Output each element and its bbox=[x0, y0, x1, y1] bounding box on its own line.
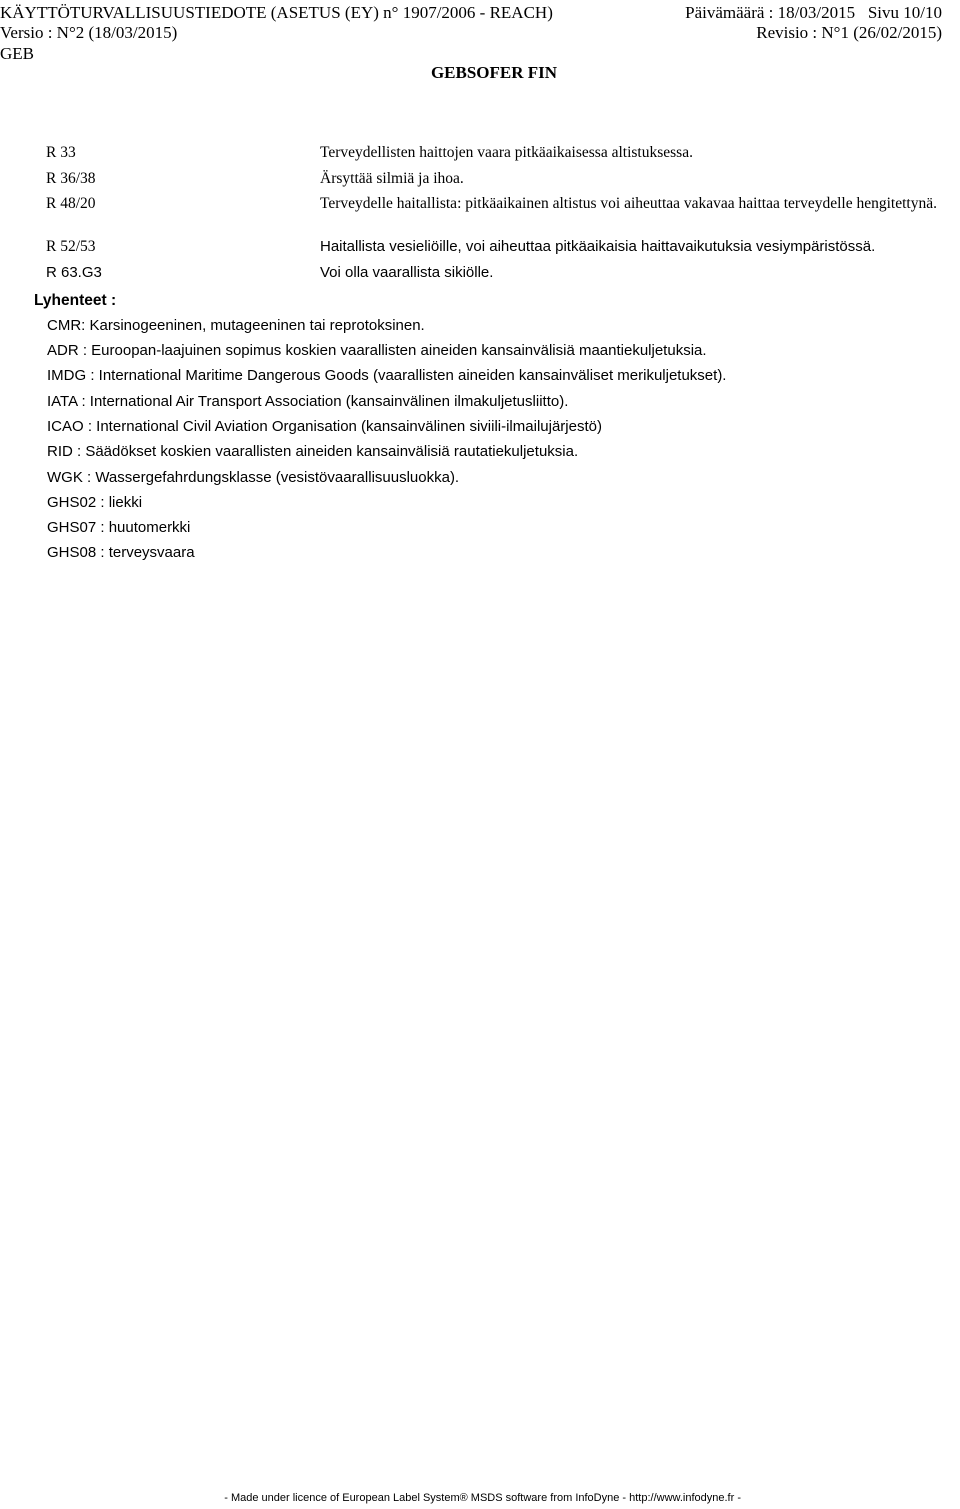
r-phrase-text: Haitallista vesieliöille, voi aiheuttaa pitkäaikaisia haittavaikutuksia vesiympäristössä. bbox=[320, 238, 876, 255]
abbreviation-item: CMR: Karsinogeeninen, mutageeninen tai reprotoksinen. bbox=[47, 317, 425, 334]
product-name bbox=[0, 63, 960, 83]
r-phrase-code: R 48/20 bbox=[46, 195, 96, 212]
abbreviation-item: IATA : International Air Transport Association (kansainvälinen ilmakuljetusliitto). bbox=[47, 393, 569, 410]
abbreviation-item: ICAO : International Civil Aviation Organisation (kansainvälinen siviili-ilmailujärjestö) bbox=[47, 418, 602, 435]
document-version: Versio : N°2 (18/03/2015) bbox=[0, 23, 178, 42]
abbreviation-item: GHS08 : terveysvaara bbox=[47, 544, 195, 561]
abbreviation-item: ADR : Euroopan-laajuinen sopimus koskien vaarallisten aineiden kansainvälisiä maantiekuljetuksia. bbox=[47, 342, 707, 359]
abbreviation-item: GHS02 : liekki bbox=[47, 494, 143, 511]
product-name-text: GEBSOFER FIN bbox=[430, 63, 558, 82]
abbreviations-title: Lyhenteet : bbox=[34, 292, 117, 309]
abbreviation-item: WGK : Wassergefahrdungsklasse (vesistövaarallisuusluokka). bbox=[47, 469, 460, 486]
r-phrase-text: Voi olla vaarallista sikiölle. bbox=[320, 264, 494, 281]
page-number: Sivu 10/10 bbox=[867, 3, 942, 22]
r-phrase-code: R 63.G3 bbox=[46, 264, 102, 281]
abbreviation-item: RID : Säädökset koskien vaarallisten aineiden kansainvälisiä rautatiekuljetuksia. bbox=[47, 443, 579, 460]
r-phrase-text: Ärsyttää silmiä ja ihoa. bbox=[320, 170, 464, 187]
r-phrase-text: Terveydellisten haittojen vaara pitkäaikaisessa altistuksessa. bbox=[320, 144, 693, 161]
document-date: Päivämäärä : 18/03/2015 bbox=[685, 3, 856, 22]
r-phrase-code: R 52/53 bbox=[46, 238, 96, 255]
r-phrase-code: R 36/38 bbox=[46, 170, 96, 187]
abbreviation-item: IMDG : International Maritime Dangerous Goods (vaarallisten aineiden kansainväliset merikuljetukset). bbox=[47, 367, 727, 384]
r-phrase-code: R 33 bbox=[46, 144, 76, 161]
document-title: KÄYTTÖTURVALLISUUSTIEDOTE (ASETUS (EY) n° 1907/2006 - REACH) bbox=[0, 3, 553, 22]
product-code: GEB bbox=[0, 44, 34, 63]
abbreviation-item: GHS07 : huutomerkki bbox=[47, 519, 191, 536]
footer-credit: - Made under licence of European Label System® MSDS software from InfoDyne - http://www.infodyne.fr - bbox=[224, 1492, 741, 1504]
date-page-group bbox=[685, 3, 942, 23]
r-phrase-text: Terveydelle haitallista: pitkäaikainen altistus voi aiheuttaa vakavaa haittaa terveydelle hengitettynä. bbox=[320, 195, 937, 212]
document-revision: Revisio : N°1 (26/02/2015) bbox=[756, 23, 942, 42]
footer bbox=[0, 1491, 960, 1505]
